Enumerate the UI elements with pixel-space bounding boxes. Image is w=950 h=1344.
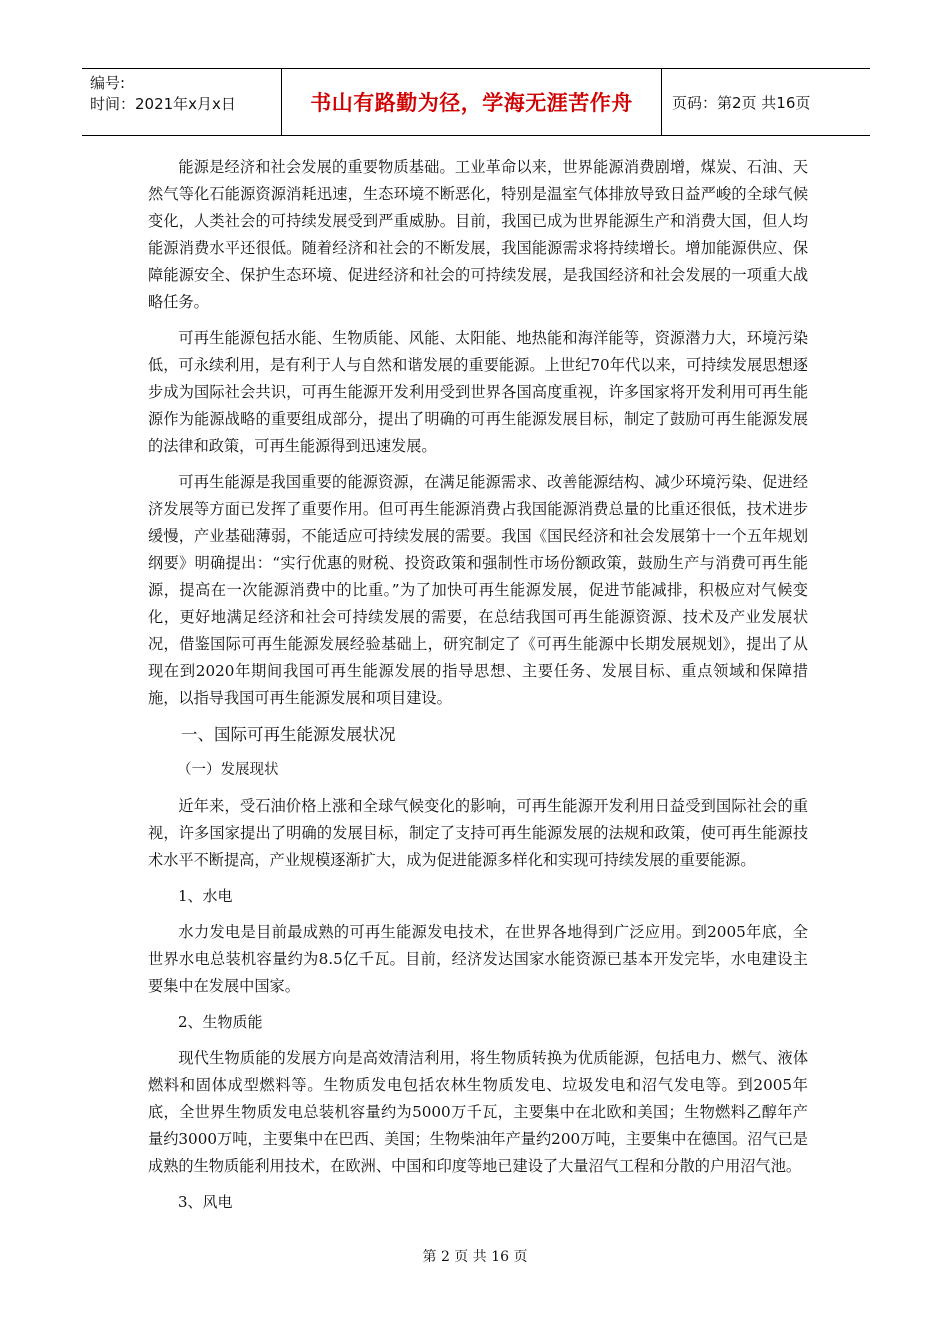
paragraph: 现代生物质能的发展方向是高效清洁利用，将生物质转换为优质能源，包括电力、燃气、液体燃料和固体成型燃料等。生物质发电包括农林生物质发电、垃圾发电和沼气发电等。到2005年底，全世界生物质发电总装机容量约为5000万千瓦，主要集中在北欧和美国；生物燃料乙醇年产量约3000万吨，主要集中在巴西、美国；生物柴油年产量约200万吨，主要集中在德国。沼气已是成熟的生物质能利用技术，在欧洲、中国和印度等地已建设了大量沼气工程和分散的户用沼气池。	[148, 1049, 808, 1175]
paragraph: 能源是经济和社会发展的重要物质基础。工业革命以来，世界能源消费剧增，煤炭、石油、天然气等化石能源资源消耗迅速，生态环境不断恶化，特别是温室气体排放导致日益严峻的全球气候变化，人类社会的可持续发展受到严重威胁。目前，我国已成为世界能源生产和消费大国，但人均能源消费水平还很低。随着经济和社会的不断发展，我国能源需求将持续增长。增加能源供应、保障能源安全、保护生态环境、促进经济和社会的可持续发展，是我国经济和社会发展的一项重大战略任务。	[148, 158, 808, 311]
header-motto: 书山有路勤为径，学海无涯苦作舟	[282, 69, 662, 135]
document-date-label: 时间：2021年x月x日	[90, 95, 236, 113]
section-heading: 一、国际可再生能源发展状况	[181, 725, 396, 744]
paragraph: 近年来，受石油价格上涨和全球气候变化的影响，可再生能源开发利用日益受到国际社会的重视，许多国家提出了明确的发展目标，制定了支持可再生能源发展的法规和政策，使可再生能源技术水平不断提高，产业规模逐渐扩大，成为促进能源多样化和实现可持续发展的重要能源。	[148, 797, 808, 869]
subsection-heading: （一）发展现状	[177, 762, 279, 778]
document-number-label: 编号:	[90, 74, 126, 92]
page-header	[82, 68, 870, 136]
header-page-number: 页码：第2页 共16页	[672, 93, 811, 112]
item-heading-wind: 3、风电	[178, 1193, 233, 1211]
document-body	[148, 154, 808, 1225]
item-heading-hydropower: 1、水电	[178, 887, 233, 905]
header-meta	[82, 69, 282, 135]
paragraph: 水力发电是目前最成熟的可再生能源发电技术，在世界各地得到广泛应用。到2005年底，全世界水电总装机容量约为8.5亿千瓦。目前，经济发达国家水能资源已基本开发完毕，水电建设主要集中在发展中国家。	[148, 923, 808, 995]
paragraph: 可再生能源是我国重要的能源资源，在满足能源需求、改善能源结构、减少环境污染、促进经济发展等方面已发挥了重要作用。但可再生能源消费占我国能源消费总量的比重还很低，技术进步缓慢，产业基础薄弱，不能适应可持续发展的需要。我国《国民经济和社会发展第十一个五年规划纲要》明确提出：“实行优惠的财税、投资政策和强制性市场份额政策，鼓励生产与消费可再生能源，提高在一次能源消费中的比重。”为了加快可再生能源发展，促进节能减排，积极应对气候变化，更好地满足经济和社会可持续发展的需要，在总结我国可再生能源资源、技术及产业发展状况，借鉴国际可再生能源发展经验基础上，研究制定了《可再生能源中长期发展规划》，提出了从现在到2020年期间我国可再生能源发展的指导思想、主要任务、发展目标、重点领域和保障措施，以指导我国可再生能源发展和项目建设。	[148, 473, 808, 707]
paragraph: 可再生能源包括水能、生物质能、风能、太阳能、地热能和海洋能等，资源潜力大，环境污染低，可永续利用，是有利于人与自然和谐发展的重要能源。上世纪70年代以来，可持续发展思想逐步成为国际社会共识，可再生能源开发利用受到世界各国高度重视，许多国家将开发利用可再生能源作为能源战略的重要组成部分，提出了明确的可再生能源发展目标，制定了鼓励可再生能源发展的法律和政策，可再生能源得到迅速发展。	[148, 329, 808, 455]
page-footer: 第 2 页 共 16 页	[422, 1249, 528, 1265]
item-heading-biomass: 2、生物质能	[178, 1013, 263, 1031]
